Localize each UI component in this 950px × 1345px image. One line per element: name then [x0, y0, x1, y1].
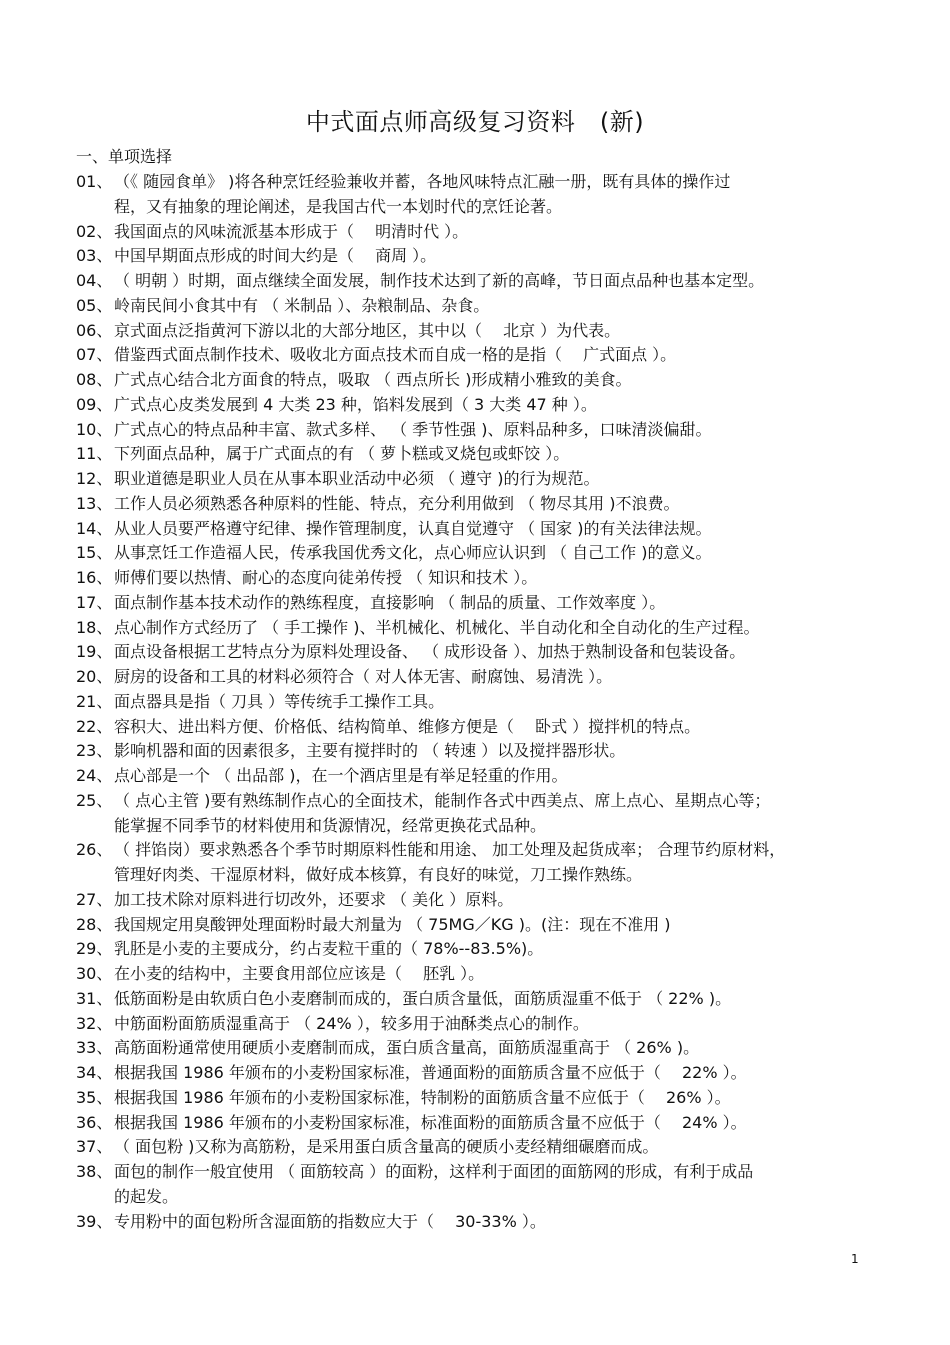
question-number: 34、 [76, 1063, 113, 1082]
question-item [76, 838, 876, 863]
question-item [76, 319, 876, 344]
question-text: 加工技术除对原料进行切改外，还要求 （ 美化 ）原料。 [114, 889, 514, 909]
question-number: 15、 [76, 543, 113, 563]
question-number: 25、 [76, 790, 113, 810]
question-item [76, 987, 876, 1012]
question-text: 根据我国 1986 年颁布的小麦粉国家标准，普通面粉的面筋质含量不应低于（ 22% ）。 [114, 1063, 747, 1082]
question-text: （ 面包粉 )又称为高筋粉，是采用蛋白质含量高的硬质小麦经精细碾磨而成。 [114, 1137, 659, 1157]
question-number: 07、 [76, 345, 113, 365]
question-number: 08、 [76, 370, 113, 389]
question-number: 18、 [76, 617, 113, 637]
question-item [76, 764, 876, 789]
question-number: 03、 [76, 246, 113, 266]
question-number: 33、 [76, 1038, 113, 1058]
question-number: 02、 [76, 221, 113, 241]
question-item [76, 343, 876, 368]
question-number: 28、 [76, 914, 113, 934]
question-text-continuation: 能掌握不同季节的材料使用和货源情况，经常更换花式品种。 [114, 815, 547, 835]
question-number: 16、 [76, 568, 113, 587]
question-item [76, 1210, 876, 1235]
question-number: 21、 [76, 691, 113, 711]
question-item [76, 640, 876, 665]
question-text: 岭南民间小食其中有 （ 米制品 ）、杂粮制品、杂食。 [114, 295, 490, 315]
question-text: 中筋面粉面筋质湿重高于 （ 24% ），较多用于油酥类点心的制作。 [114, 1013, 589, 1033]
question-text: （ 点心主管 )要有熟练制作点心的全面技术，能制作各式中西美点、席上点心、星期点心等； [114, 790, 771, 810]
question-item [76, 566, 876, 591]
question-text: （ 拌馅岗）要求熟悉各个季节时期原料性能和用途、 加工处理及起货成率； 合理节约原材料， [114, 840, 786, 860]
question-item [76, 913, 876, 938]
question-text: 面点制作基本技术动作的熟练程度，直接影响 （ 制品的质量、工作效率度 ）。 [114, 592, 666, 612]
question-text: 面点设备根据工艺特点分为原料处理设备、 （ 成形设备 ）、加热于熟制设备和包装设备。 [114, 642, 746, 662]
question-text-continuation: 的起发。 [114, 1186, 179, 1206]
question-text: 广式点心结合北方面食的特点，吸取 （ 西点所长 )形成精小雅致的美食。 [114, 370, 632, 389]
question-number: 31、 [76, 988, 113, 1008]
question-number: 36、 [76, 1112, 113, 1132]
question-text: 点心部是一个 （ 出品部 )，在一个酒店里是有举足轻重的作用。 [114, 766, 568, 785]
question-text: 师傅们要以热情、耐心的态度向徒弟传授 （ 知识和技术 ）。 [114, 568, 538, 587]
question-text: 厨房的设备和工具的材料必须符合（ 对人体无害、耐腐蚀、易清洗 ）。 [114, 667, 613, 686]
question-number: 32、 [76, 1013, 113, 1033]
question-number: 05、 [76, 295, 113, 315]
question-item [76, 962, 876, 987]
question-number: 29、 [76, 939, 113, 959]
question-item [76, 220, 876, 245]
question-item [76, 442, 876, 467]
question-item [76, 665, 876, 690]
question-text: 中国早期面点形成的时间大约是（ 商周 ）。 [114, 246, 437, 266]
question-item [76, 541, 876, 566]
question-item [76, 616, 876, 641]
question-text: 借鉴西式面点制作技术、吸收北方面点技术而自成一格的是指（ 广式面点 ）。 [114, 345, 677, 365]
question-item [76, 789, 876, 814]
question-item [76, 244, 876, 269]
question-text: 根据我国 1986 年颁布的小麦粉国家标准，特制粉的面筋质含量不应低于（ 26% ）。 [114, 1087, 731, 1107]
question-number: 09、 [76, 394, 113, 414]
question-list [76, 170, 876, 1234]
question-text: 影响机器和面的因素很多，主要有搅拌时的 （ 转速 ）以及搅拌器形状。 [114, 741, 626, 761]
question-item [76, 393, 876, 418]
question-item [76, 888, 876, 913]
question-item [76, 1111, 876, 1136]
question-text: 点心制作方式经历了 （ 手工操作 )、半机械化、机械化、半自动化和全自动化的生产过程。 [114, 617, 760, 637]
question-number: 27、 [76, 889, 113, 909]
question-item [76, 170, 876, 195]
question-text: 从业人员要严格遵守纪律、操作管理制度，认真自觉遵守 （ 国家 )的有关法律法规。 [114, 518, 712, 538]
question-number: 38、 [76, 1162, 113, 1181]
question-item [76, 690, 876, 715]
question-item [76, 418, 876, 443]
question-number: 14、 [76, 518, 113, 538]
question-number: 11、 [76, 444, 113, 464]
question-text: 容积大、进出料方便、价格低、结构简单、维修方便是（ 卧式 ）搅拌机的特点。 [114, 716, 701, 736]
question-item [76, 1036, 876, 1061]
question-text: 广式点心的特点品种丰富、款式多样、 （ 季节性强 )、原料品种多，口味清淡偏甜。 [114, 419, 712, 439]
question-number: 20、 [76, 667, 113, 686]
question-text-continuation: 管理好肉类、干湿原材料，做好成本核算，有良好的味觉，刀工操作熟练。 [114, 865, 643, 884]
question-item [76, 1160, 876, 1185]
question-text: 从事烹饪工作造福人民，传承我国优秀文化，点心师应认识到 （ 自己工作 )的意义。 [114, 543, 712, 563]
question-item [76, 1012, 876, 1037]
question-item [76, 739, 876, 764]
question-number: 10、 [76, 419, 113, 439]
question-text: 在小麦的结构中，主要食用部位应该是（ 胚乳 ）。 [114, 964, 485, 983]
question-number: 13、 [76, 493, 113, 513]
question-text: 乳胚是小麦的主要成分，约占麦粒干重的（ 78%--83.5%)。 [114, 939, 544, 959]
question-text: 面包的制作一般宜使用 （ 面筋较高 ）的面粉，这样利于面团的面筋网的形成，有利于成品 [114, 1162, 754, 1181]
question-text: （ 明朝 ）时期，面点继续全面发展，制作技术达到了新的高峰，节日面点品种也基本定型。 [114, 271, 765, 290]
question-number: 04、 [76, 271, 113, 290]
question-item [76, 467, 876, 492]
question-number: 01、 [76, 172, 113, 191]
question-number: 37、 [76, 1137, 113, 1157]
question-item [76, 1061, 876, 1086]
question-number: 35、 [76, 1087, 113, 1107]
question-text: 广式点心皮类发展到 4 大类 23 种，馅料发展到（ 3 大类 47 种 ）。 [114, 394, 597, 414]
question-number: 24、 [76, 766, 113, 785]
question-text: 京式面点泛指黄河下游以北的大部分地区，其中以（ 北京 ）为代表。 [114, 320, 621, 340]
question-number: 19、 [76, 642, 113, 662]
question-item [76, 715, 876, 740]
question-item [76, 368, 876, 393]
section-heading: 一、单项选择 [76, 147, 173, 166]
question-number: 12、 [76, 469, 113, 488]
page-number: 1 [851, 1252, 859, 1266]
question-text: 我国面点的风味流派基本形成于（ 明清时代 ）。 [114, 221, 469, 241]
question-text-continuation: 程，又有抽象的理论阐述，是我国古代一本划时代的烹饪论著。 [114, 196, 563, 216]
question-item [76, 492, 876, 517]
question-item [76, 591, 876, 616]
question-item [76, 937, 876, 962]
question-item [76, 1135, 876, 1160]
question-item [76, 517, 876, 542]
question-number: 26、 [76, 840, 113, 860]
question-number: 22、 [76, 716, 113, 736]
question-number: 06、 [76, 320, 113, 340]
question-text: 低筋面粉是由软质白色小麦磨制而成的，蛋白质含量低，面筋质湿重不低于 （ 22% )。 [114, 988, 732, 1008]
question-item [76, 294, 876, 319]
question-text: 高筋面粉通常使用硬质小麦磨制而成，蛋白质含量高，面筋质湿重高于 （ 26% )。 [114, 1038, 700, 1058]
question-item [76, 1086, 876, 1111]
question-number: 30、 [76, 964, 113, 983]
question-text: （《 随园食单》 )将各种烹饪经验兼收并蓄，各地风味特点汇融一册，既有具体的操作过 [114, 172, 731, 191]
question-number: 23、 [76, 741, 113, 761]
question-text: 职业道德是职业人员在从事本职业活动中必须 （ 遵守 )的行为规范。 [114, 469, 600, 488]
question-item [76, 269, 876, 294]
question-number: 17、 [76, 592, 113, 612]
question-text: 专用粉中的面包粉所含湿面筋的指数应大于（ 30-33% ）。 [114, 1211, 546, 1231]
question-text: 工作人员必须熟悉各种原料的性能、特点，充分利用做到 （ 物尽其用 )不浪费。 [114, 493, 680, 513]
question-text: 面点器具是指（ 刀具 ）等传统手工操作工具。 [114, 691, 445, 711]
question-text: 根据我国 1986 年颁布的小麦粉国家标准，标准面粉的面筋质含量不应低于（ 24% ）。 [114, 1112, 747, 1132]
question-number: 39、 [76, 1211, 113, 1231]
question-text: 下列面点品种，属于广式面点的有 （ 萝卜糕或叉烧包或虾饺 ）。 [114, 444, 570, 464]
question-text: 我国规定用臭酸钾处理面粉时最大剂量为 （ 75MG／KG )。(注：现在不准用 ) [114, 914, 671, 934]
page-title: 中式面点师高级复习资料 (新) [305, 108, 645, 136]
